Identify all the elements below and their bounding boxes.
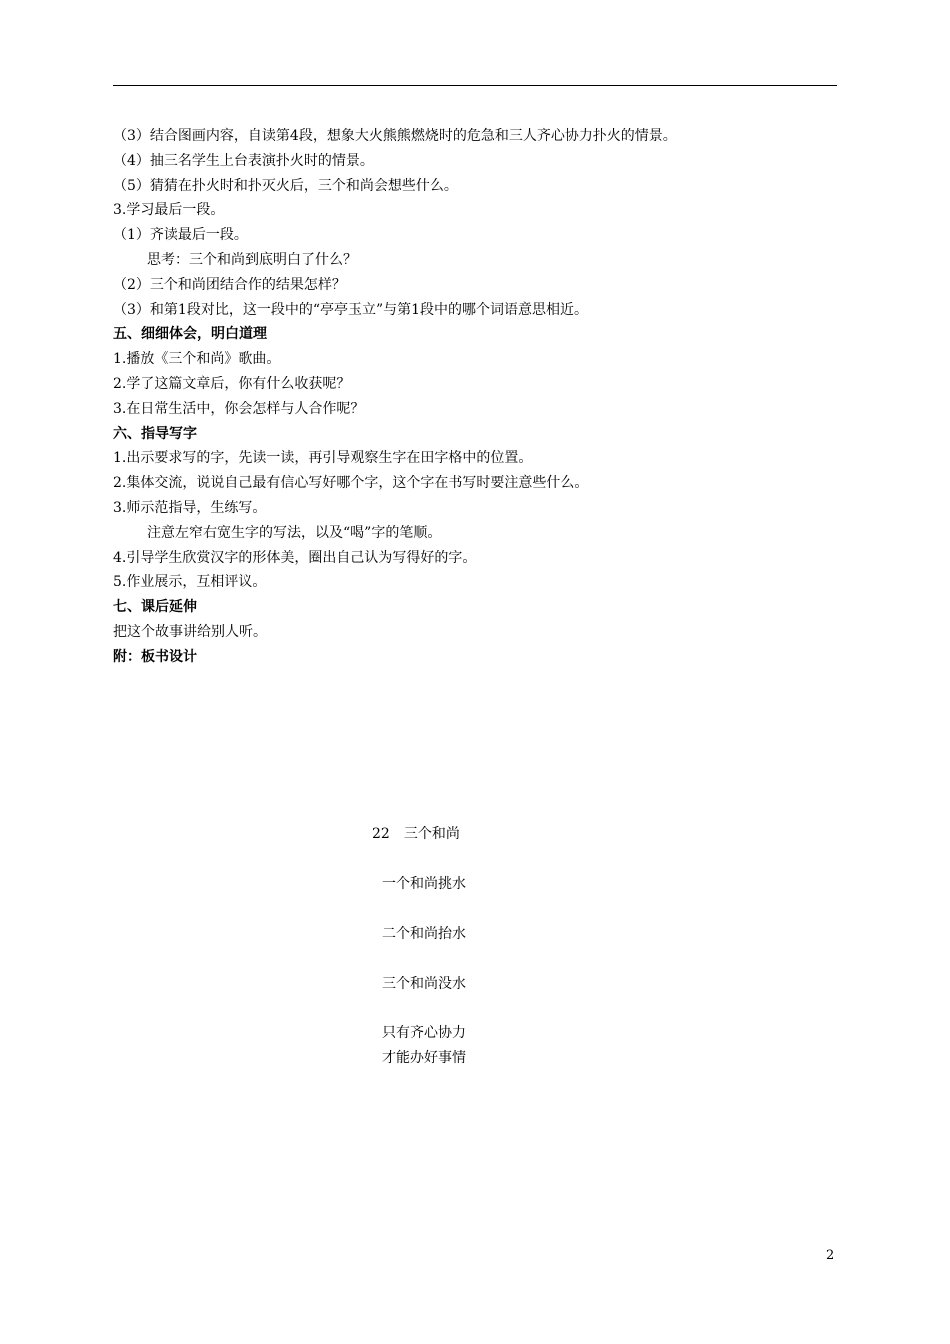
paragraph-result: （2）三个和尚团结合作的结果怎样？: [113, 276, 346, 293]
board-line-1: 一个和尚挑水: [382, 876, 466, 892]
board-line-4: 只有齐心协力: [382, 1025, 466, 1041]
paragraph-step-4: （4）抽三名学生上台表演扑火时的情景。: [113, 152, 374, 169]
paragraph-learn-last: 3.学习最后一段。: [113, 202, 225, 219]
paragraph-compare: （3）和第1段对比，这一段中的“亭亭玉立”与第1段中的哪个词语意思相近。: [113, 301, 589, 318]
board-line-2: 二个和尚抬水: [382, 926, 466, 942]
paragraph-display: 5.作业展示，互相评议。: [113, 574, 267, 591]
paragraph-retell: 把这个故事讲给别人听。: [113, 623, 267, 640]
section-heading-7: 七、课后延伸: [113, 599, 197, 616]
paragraph-note: 注意左窄右宽生字的写法，以及“喝”字的笔顺。: [147, 524, 442, 541]
section-heading-6: 六、指导写字: [113, 425, 197, 442]
paragraph-appreciate: 4.引导学生欣赏汉字的形体美，圈出自己认为写得好的字。: [113, 549, 477, 566]
board-line-5: 才能办好事情: [382, 1050, 466, 1066]
header-rule: [113, 85, 837, 86]
paragraph-cooperate: 3.在日常生活中，你会怎样与人合作呢？: [113, 400, 365, 417]
paragraph-song: 1.播放《三个和尚》歌曲。: [113, 351, 281, 368]
paragraph-read-last: （1）齐读最后一段。: [113, 227, 248, 244]
paragraph-show-chars: 1.出示要求写的字，先读一读，再引导观察生字在田字格中的位置。: [113, 450, 533, 467]
appendix-heading: 附：板书设计: [113, 648, 197, 665]
board-title: 22 三个和尚: [372, 826, 460, 842]
paragraph-demo: 3.师示范指导，生练写。: [113, 499, 267, 516]
paragraph-think: 思考：三个和尚到底明白了什么？: [147, 251, 357, 268]
section-heading-5: 五、细细体会，明白道理: [113, 326, 267, 343]
paragraph-step-3-4: （3）结合图画内容，自读第4段，想象大火熊熊燃烧时的危急和三人齐心协力扑火的情景。: [113, 128, 677, 144]
board-line-3: 三个和尚没水: [382, 976, 466, 992]
paragraph-discuss: 2.集体交流，说说自己最有信心写好哪个字，这个字在书写时要注意些什么。: [113, 475, 589, 492]
paragraph-step-5: （5）猜猜在扑火时和扑灭火后，三个和尚会想些什么。: [113, 177, 458, 194]
document-body: [113, 124, 837, 670]
page-number: 2: [826, 1248, 835, 1263]
paragraph-gain: 2.学了这篇文章后，你有什么收获呢？: [113, 375, 351, 392]
